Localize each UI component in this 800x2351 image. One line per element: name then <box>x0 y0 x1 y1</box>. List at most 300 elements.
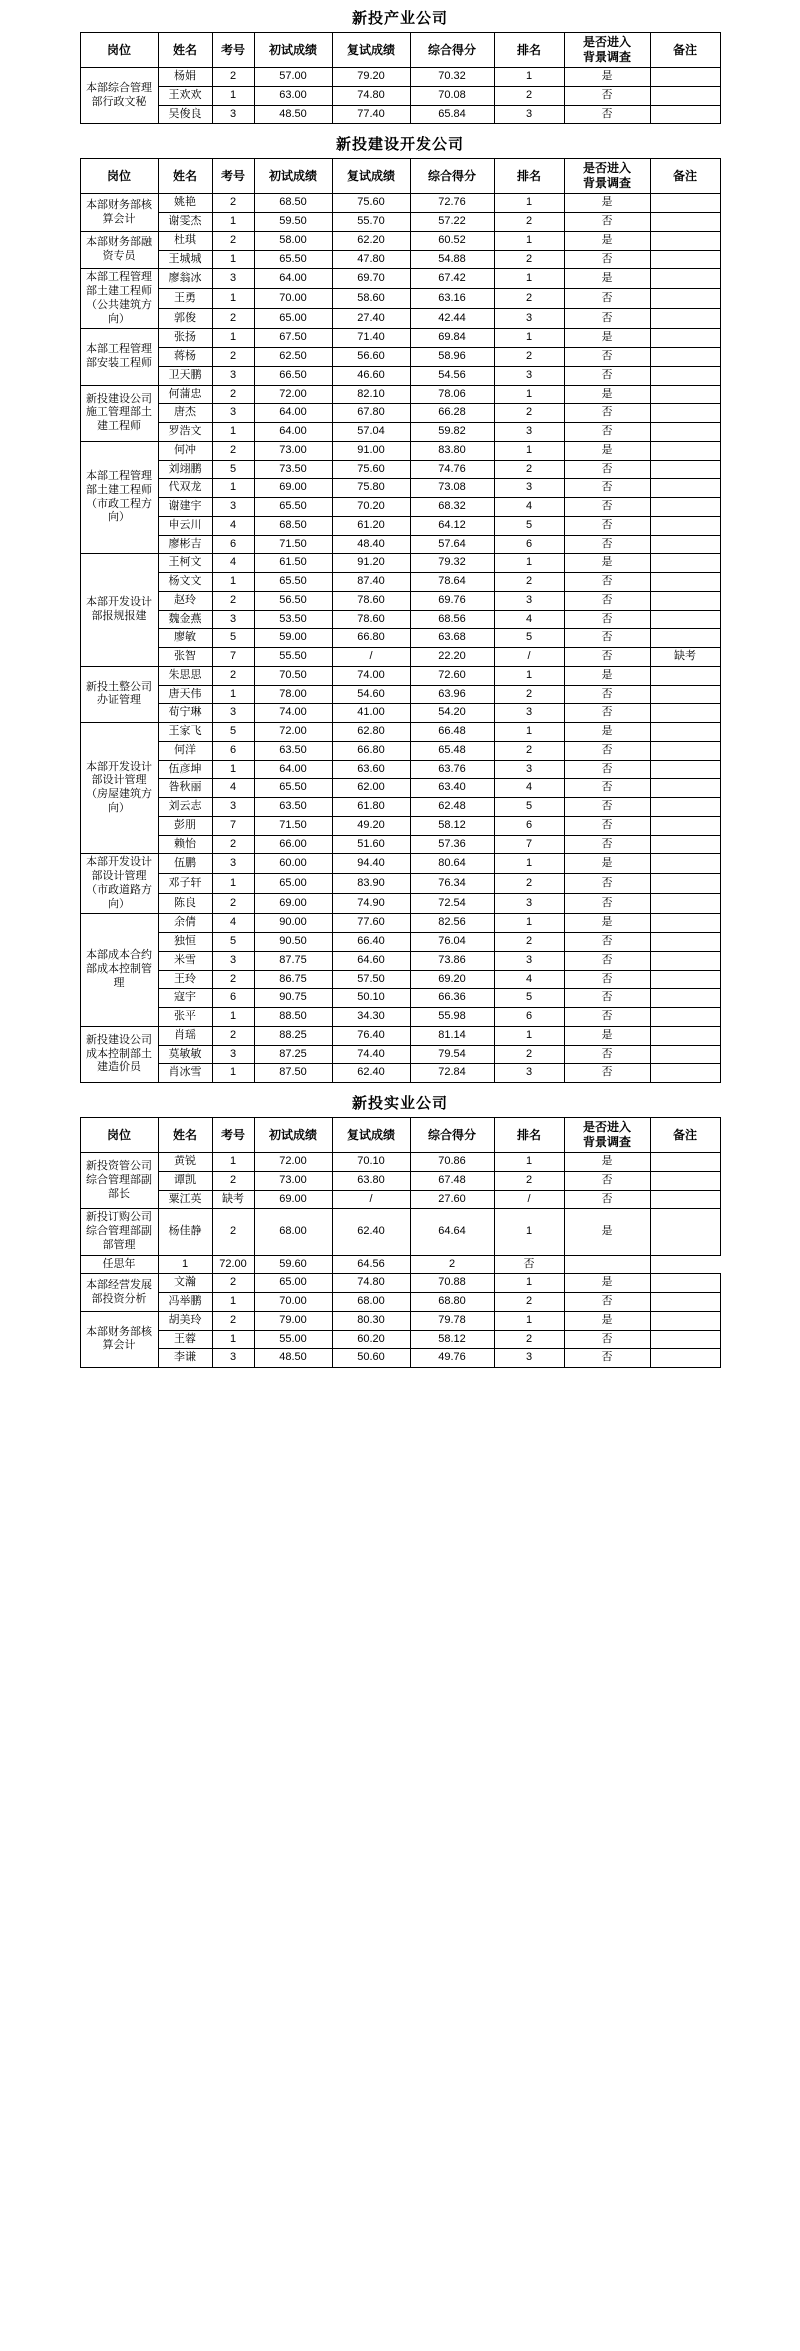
cell-rank: 2 <box>494 1330 564 1349</box>
cell-exam-no: 2 <box>212 68 254 87</box>
cell-exam-no: 1 <box>212 423 254 442</box>
cell-second-score: 75.60 <box>332 460 410 479</box>
col-second-score: 复试成绩 <box>332 159 410 194</box>
col-first-score: 初试成绩 <box>254 1118 332 1153</box>
cell-second-score: 58.60 <box>332 289 410 309</box>
cell-exam-no: 7 <box>212 816 254 835</box>
cell-background-check: 否 <box>564 970 650 989</box>
cell-exam-no: 2 <box>212 385 254 404</box>
cell-background-check: 否 <box>564 366 650 385</box>
cell-rank: 2 <box>494 348 564 367</box>
cell-rank: 7 <box>494 835 564 854</box>
cell-exam-no: 1 <box>212 213 254 232</box>
cell-name: 王玲 <box>158 970 212 989</box>
cell-name: 张平 <box>158 1008 212 1027</box>
cell-total-score: 54.20 <box>410 704 494 723</box>
cell-name: 胡美玲 <box>158 1311 212 1330</box>
col-background-check-line1: 是否进入 <box>582 161 631 176</box>
cell-rank: 1 <box>494 723 564 742</box>
cell-memo <box>650 309 720 329</box>
cell-total-score: 82.56 <box>410 914 494 933</box>
cell-first-score: 62.50 <box>254 348 332 367</box>
cell-memo <box>650 835 720 854</box>
cell-rank: 3 <box>494 760 564 779</box>
cell-rank: 5 <box>494 798 564 817</box>
cell-first-score: 69.00 <box>254 894 332 914</box>
cell-total-score: 79.78 <box>410 1311 494 1330</box>
cell-first-score: 48.50 <box>254 105 332 124</box>
cell-name: 魏金燕 <box>158 610 212 629</box>
table-row <box>80 629 720 648</box>
cell-name: 朱思思 <box>158 666 212 685</box>
cell-name: 王蓉 <box>158 1330 212 1349</box>
col-rank: 排名 <box>494 159 564 194</box>
cell-total-score: 76.04 <box>410 933 494 952</box>
cell-exam-no: 7 <box>212 648 254 667</box>
cell-total-score: 74.76 <box>410 460 494 479</box>
cell-exam-no: 3 <box>212 404 254 423</box>
cell-memo <box>650 269 720 289</box>
cell-background-check: 是 <box>564 723 650 742</box>
cell-total-score: 70.08 <box>410 86 494 105</box>
cell-total-score: 58.12 <box>410 1330 494 1349</box>
cell-background-check: 是 <box>564 1311 650 1330</box>
cell-rank: 2 <box>494 1293 564 1312</box>
table-row <box>80 914 720 933</box>
cell-second-score: 77.40 <box>332 105 410 124</box>
cell-rank: 1 <box>494 854 564 874</box>
cell-exam-no: 1 <box>212 573 254 592</box>
cell-exam-no: 3 <box>212 269 254 289</box>
col-rank: 排名 <box>494 33 564 68</box>
cell-memo <box>650 535 720 554</box>
cell-first-score: 88.50 <box>254 1008 332 1027</box>
cell-rank: 3 <box>494 704 564 723</box>
cell-first-score: 70.00 <box>254 289 332 309</box>
cell-first-score: 66.50 <box>254 366 332 385</box>
cell-background-check: 否 <box>564 498 650 517</box>
cell-name: 文瀚 <box>158 1274 212 1293</box>
cell-post: 新投土整公司办证管理 <box>80 666 158 722</box>
table-row <box>80 1171 720 1190</box>
cell-background-check: 否 <box>564 86 650 105</box>
cell-memo <box>650 1349 720 1368</box>
cell-total-score: 57.22 <box>410 213 494 232</box>
cell-exam-no: 2 <box>212 348 254 367</box>
cell-name: 刘云志 <box>158 798 212 817</box>
cell-memo <box>650 704 720 723</box>
cell-background-check: 否 <box>564 1349 650 1368</box>
cell-second-score: 75.80 <box>332 479 410 498</box>
cell-post: 新投资管公司综合管理部副部长 <box>80 1153 158 1209</box>
cell-first-score: 65.00 <box>254 874 332 894</box>
cell-name: 陈良 <box>158 894 212 914</box>
cell-total-score: 73.08 <box>410 479 494 498</box>
cell-first-score: 64.00 <box>254 760 332 779</box>
cell-rank: 1 <box>494 68 564 87</box>
table-row <box>80 348 720 367</box>
cell-rank: 2 <box>494 933 564 952</box>
cell-total-score: 67.48 <box>410 1171 494 1190</box>
cell-memo <box>650 68 720 87</box>
cell-first-score: 87.50 <box>254 1064 332 1083</box>
cell-name: 莫敏敏 <box>158 1045 212 1064</box>
cell-total-score: 63.76 <box>410 760 494 779</box>
cell-name: 王家飞 <box>158 723 212 742</box>
cell-total-score: 70.86 <box>410 1153 494 1172</box>
cell-background-check: 否 <box>564 250 650 269</box>
cell-rank: 4 <box>494 779 564 798</box>
cell-rank: 3 <box>494 591 564 610</box>
cell-total-score: 83.80 <box>410 441 494 460</box>
cell-rank: 6 <box>494 535 564 554</box>
cell-background-check: 是 <box>564 329 650 348</box>
table-row <box>80 760 720 779</box>
cell-total-score: 58.12 <box>410 816 494 835</box>
cell-post: 新投建设公司成本控制部土建造价员 <box>80 1026 158 1082</box>
cell-name: 何冲 <box>158 441 212 460</box>
cell-background-check: 是 <box>564 194 650 213</box>
cell-second-score: 74.80 <box>332 86 410 105</box>
cell-rank: 1 <box>494 1274 564 1293</box>
table-row <box>80 970 720 989</box>
cell-exam-no: 1 <box>212 1153 254 1172</box>
cell-background-check: 否 <box>564 648 650 667</box>
cell-background-check: 否 <box>564 1008 650 1027</box>
cell-name: 郭俊 <box>158 309 212 329</box>
cell-second-score: 74.40 <box>332 1045 410 1064</box>
cell-exam-no: 4 <box>212 779 254 798</box>
cell-name: 昝秋丽 <box>158 779 212 798</box>
cell-background-check: 是 <box>564 1153 650 1172</box>
cell-rank: 1 <box>494 194 564 213</box>
cell-second-score: 50.10 <box>332 989 410 1008</box>
col-background-check-line2: 背景调查 <box>582 176 631 191</box>
cell-rank: 3 <box>494 105 564 124</box>
cell-first-score: 55.50 <box>254 648 332 667</box>
cell-rank: 1 <box>494 1311 564 1330</box>
table-row <box>80 854 720 874</box>
cell-first-score: 68.50 <box>254 194 332 213</box>
cell-name: 赖怡 <box>158 835 212 854</box>
col-memo: 备注 <box>650 1118 720 1153</box>
col-background-check-line1: 是否进入 <box>582 35 631 49</box>
cell-second-score: 70.10 <box>332 1153 410 1172</box>
cell-total-score: 78.64 <box>410 573 494 592</box>
cell-name: 伍鹏 <box>158 854 212 874</box>
cell-background-check: 是 <box>564 1026 650 1045</box>
cell-memo <box>650 816 720 835</box>
cell-second-score: 62.40 <box>332 1209 410 1255</box>
col-total-score: 综合得分 <box>410 33 494 68</box>
cell-memo <box>650 1026 720 1045</box>
cell-rank: 1 <box>494 1026 564 1045</box>
cell-exam-no: 2 <box>212 1209 254 1255</box>
cell-second-score: 74.00 <box>332 666 410 685</box>
cell-exam-no: 缺考 <box>212 1190 254 1209</box>
cell-first-score: 48.50 <box>254 1349 332 1368</box>
table-row <box>80 1274 720 1293</box>
cell-rank: 1 <box>494 1209 564 1255</box>
cell-memo <box>650 951 720 970</box>
table-row <box>80 423 720 442</box>
cell-first-score: 72.00 <box>254 723 332 742</box>
cell-second-score: 27.40 <box>332 309 410 329</box>
cell-rank: 2 <box>494 874 564 894</box>
cell-background-check: 否 <box>564 213 650 232</box>
table-header-row <box>80 1118 720 1153</box>
cell-post: 新投建设公司施工管理部土建工程师 <box>80 385 158 441</box>
cell-rank: 3 <box>494 1349 564 1368</box>
cell-post: 新投订购公司综合管理部副部管理 <box>80 1209 158 1255</box>
cell-total-score: 27.60 <box>410 1190 494 1209</box>
cell-name: 申云川 <box>158 516 212 535</box>
cell-exam-no: 1 <box>212 1008 254 1027</box>
cell-memo <box>650 723 720 742</box>
cell-first-score: 58.00 <box>254 231 332 250</box>
cell-second-score: 82.10 <box>332 385 410 404</box>
cell-background-check: 否 <box>564 760 650 779</box>
table-row <box>80 68 720 87</box>
cell-second-score: 54.60 <box>332 685 410 704</box>
cell-background-check: 否 <box>564 1293 650 1312</box>
cell-memo: 缺考 <box>650 648 720 667</box>
cell-first-score: 70.50 <box>254 666 332 685</box>
cell-background-check: 否 <box>564 816 650 835</box>
table-row <box>80 86 720 105</box>
cell-rank: 2 <box>494 289 564 309</box>
cell-first-score: 90.75 <box>254 989 332 1008</box>
cell-memo <box>650 1171 720 1190</box>
cell-background-check: 是 <box>564 385 650 404</box>
cell-total-score: 79.54 <box>410 1045 494 1064</box>
cell-background-check: 否 <box>564 309 650 329</box>
col-total-score: 综合得分 <box>410 159 494 194</box>
cell-first-score: 65.50 <box>254 498 332 517</box>
results-table <box>80 1117 721 1368</box>
cell-rank: 2 <box>410 1255 494 1274</box>
cell-exam-no: 5 <box>212 933 254 952</box>
cell-rank: 4 <box>494 498 564 517</box>
cell-background-check: 否 <box>564 894 650 914</box>
cell-total-score: 68.56 <box>410 610 494 629</box>
cell-first-score: 59.00 <box>254 629 332 648</box>
cell-second-score: 80.30 <box>332 1311 410 1330</box>
table-row <box>80 535 720 554</box>
cell-second-score: 55.70 <box>332 213 410 232</box>
cell-first-score: 63.50 <box>254 798 332 817</box>
cell-rank: 2 <box>494 250 564 269</box>
table-row <box>80 479 720 498</box>
cell-memo <box>650 441 720 460</box>
cell-total-score: 68.32 <box>410 498 494 517</box>
cell-background-check: 是 <box>564 231 650 250</box>
cell-post: 本部经营发展部投资分析 <box>80 1274 158 1312</box>
cell-name: 米雪 <box>158 951 212 970</box>
table-row <box>80 666 720 685</box>
cell-first-score: 65.50 <box>254 573 332 592</box>
cell-second-score: 68.00 <box>332 1293 410 1312</box>
cell-name: 何洋 <box>158 741 212 760</box>
table-row <box>80 648 720 667</box>
cell-total-score: 66.36 <box>410 989 494 1008</box>
cell-memo <box>650 874 720 894</box>
section-title: 新投产业公司 <box>351 10 448 27</box>
col-exam-no: 考号 <box>212 159 254 194</box>
cell-total-score: 60.52 <box>410 231 494 250</box>
cell-name: 彭朋 <box>158 816 212 835</box>
cell-memo <box>650 105 720 124</box>
cell-total-score: 70.88 <box>410 1274 494 1293</box>
cell-rank: 3 <box>494 951 564 970</box>
col-background-check-line2: 背景调查 <box>582 50 631 64</box>
table-row <box>80 573 720 592</box>
results-table <box>80 32 721 124</box>
cell-total-score: 69.20 <box>410 970 494 989</box>
cell-rank: 3 <box>494 1064 564 1083</box>
table-row <box>80 1209 720 1255</box>
cell-first-score: 72.00 <box>254 1153 332 1172</box>
cell-memo <box>650 479 720 498</box>
cell-rank: 2 <box>494 460 564 479</box>
table-row <box>80 105 720 124</box>
cell-second-score: 91.00 <box>332 441 410 460</box>
cell-first-score: 61.50 <box>254 554 332 573</box>
cell-name: 肖瑶 <box>158 1026 212 1045</box>
cell-first-score: 55.00 <box>254 1330 332 1349</box>
cell-second-score: 76.40 <box>332 1026 410 1045</box>
cell-total-score: 66.48 <box>410 723 494 742</box>
section-construction-company <box>0 130 800 1083</box>
cell-background-check: 是 <box>564 666 650 685</box>
cell-first-score: 72.00 <box>254 385 332 404</box>
table-row <box>80 250 720 269</box>
cell-exam-no: 1 <box>212 86 254 105</box>
cell-rank: 3 <box>494 479 564 498</box>
cell-second-score: 74.90 <box>332 894 410 914</box>
cell-background-check: 否 <box>564 591 650 610</box>
table-row <box>80 1026 720 1045</box>
cell-exam-no: 1 <box>212 685 254 704</box>
cell-second-score: 91.20 <box>332 554 410 573</box>
cell-background-check: 否 <box>564 798 650 817</box>
cell-first-score: 68.50 <box>254 516 332 535</box>
cell-second-score: 78.60 <box>332 591 410 610</box>
cell-name: 邓子轩 <box>158 874 212 894</box>
cell-background-check: 否 <box>564 704 650 723</box>
cell-exam-no: 2 <box>212 591 254 610</box>
cell-exam-no: 3 <box>212 854 254 874</box>
cell-second-score: 64.60 <box>332 951 410 970</box>
cell-exam-no: 2 <box>212 441 254 460</box>
table-row <box>80 516 720 535</box>
cell-memo <box>650 1153 720 1172</box>
cell-exam-no: 3 <box>212 704 254 723</box>
section-title: 新投实业公司 <box>351 1095 448 1112</box>
table-row <box>80 591 720 610</box>
cell-name: 廖敏 <box>158 629 212 648</box>
cell-name: 吴俊良 <box>158 105 212 124</box>
cell-exam-no: 2 <box>212 1026 254 1045</box>
cell-rank: / <box>494 648 564 667</box>
cell-total-score: 64.56 <box>332 1255 410 1274</box>
cell-memo <box>650 498 720 517</box>
cell-second-score: 66.40 <box>332 933 410 952</box>
cell-total-score: 63.96 <box>410 685 494 704</box>
cell-memo <box>650 666 720 685</box>
cell-background-check: 否 <box>564 989 650 1008</box>
cell-name: 赵玲 <box>158 591 212 610</box>
col-exam-no: 考号 <box>212 1118 254 1153</box>
table-row <box>80 231 720 250</box>
cell-rank: 2 <box>494 685 564 704</box>
table-row <box>80 269 720 289</box>
cell-memo <box>650 1008 720 1027</box>
table-row <box>80 554 720 573</box>
table-header-row <box>80 33 720 68</box>
cell-rank: 2 <box>494 86 564 105</box>
cell-memo <box>650 289 720 309</box>
cell-name: 粟江英 <box>158 1190 212 1209</box>
cell-rank: 2 <box>494 1171 564 1190</box>
cell-memo <box>650 629 720 648</box>
cell-background-check: 否 <box>564 951 650 970</box>
cell-second-score: 41.00 <box>332 704 410 723</box>
cell-first-score: 79.00 <box>254 1311 332 1330</box>
cell-exam-no: 3 <box>212 105 254 124</box>
cell-background-check: 是 <box>564 1209 650 1255</box>
table-row <box>80 194 720 213</box>
cell-total-score: 72.60 <box>410 666 494 685</box>
table-row <box>80 309 720 329</box>
table-row <box>80 1064 720 1083</box>
table-row <box>80 874 720 894</box>
cell-background-check: 否 <box>564 460 650 479</box>
cell-name: 杨娟 <box>158 68 212 87</box>
cell-first-score: 71.50 <box>254 535 332 554</box>
cell-total-score: 63.40 <box>410 779 494 798</box>
col-name: 姓名 <box>158 159 212 194</box>
cell-total-score: 59.82 <box>410 423 494 442</box>
cell-first-score: 71.50 <box>254 816 332 835</box>
cell-first-score: 56.50 <box>254 591 332 610</box>
cell-background-check: 否 <box>564 348 650 367</box>
cell-background-check: 否 <box>564 516 650 535</box>
cell-first-score: 57.00 <box>254 68 332 87</box>
cell-name: 姚艳 <box>158 194 212 213</box>
cell-second-score: 77.60 <box>332 914 410 933</box>
cell-memo <box>650 914 720 933</box>
cell-post: 本部综合管理部行政文秘 <box>80 68 158 124</box>
cell-second-score: 66.80 <box>332 629 410 648</box>
cell-memo <box>650 213 720 232</box>
cell-total-score: 65.84 <box>410 105 494 124</box>
table-row <box>80 366 720 385</box>
cell-name: 杨佳静 <box>158 1209 212 1255</box>
cell-exam-no: 2 <box>212 309 254 329</box>
col-background-check <box>564 1118 650 1153</box>
cell-memo <box>650 516 720 535</box>
cell-background-check: 否 <box>564 835 650 854</box>
cell-exam-no: 4 <box>212 914 254 933</box>
table-row <box>80 1255 720 1274</box>
cell-first-score: 63.00 <box>254 86 332 105</box>
cell-memo <box>650 348 720 367</box>
cell-first-score: 70.00 <box>254 1293 332 1312</box>
table-row <box>80 779 720 798</box>
cell-background-check: 否 <box>564 423 650 442</box>
cell-rank: 5 <box>494 516 564 535</box>
